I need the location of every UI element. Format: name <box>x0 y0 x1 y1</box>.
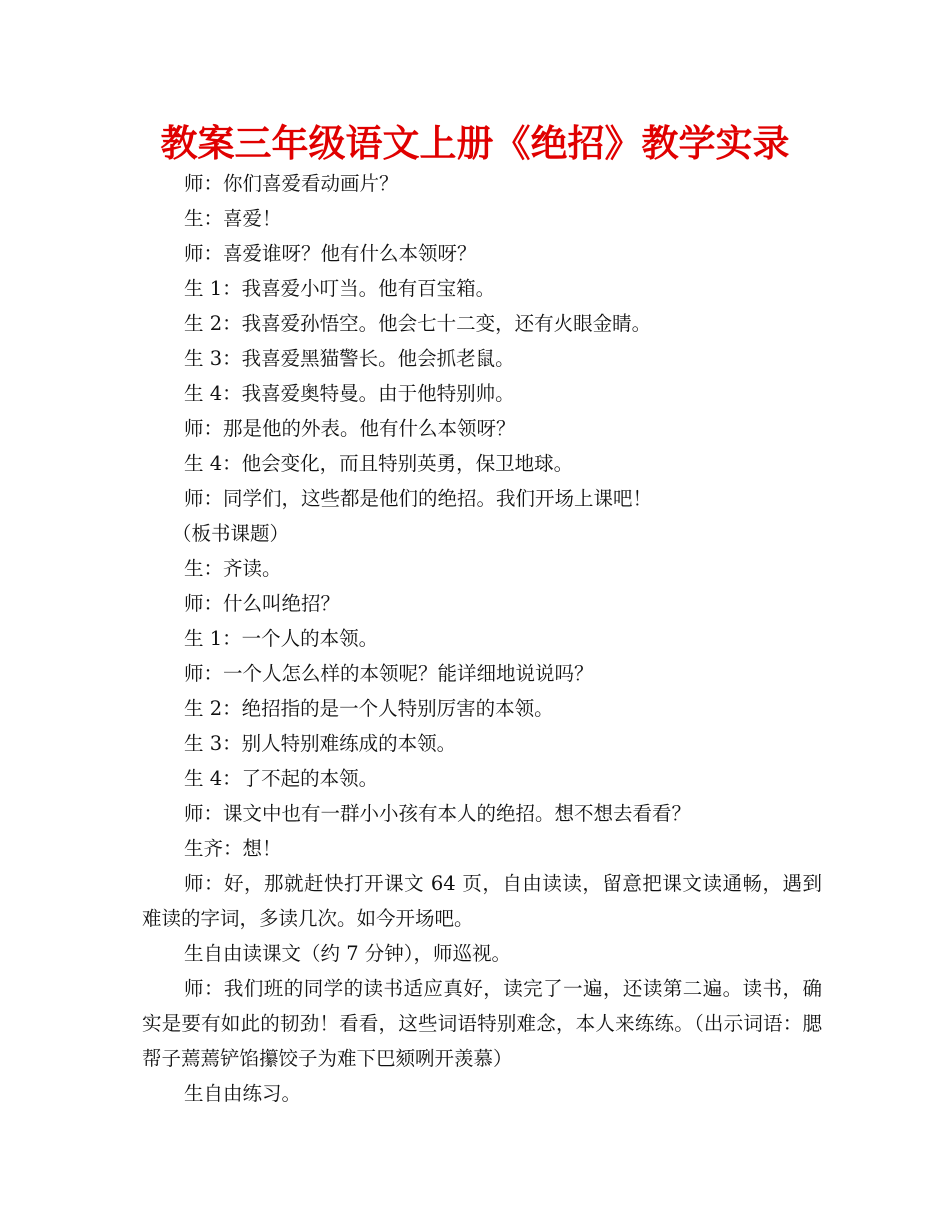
paragraph: 师：喜爱谁呀？他有什么本领呀？ <box>184 242 477 265</box>
paragraph: 师：那是他的外表。他有什么本领呀？ <box>184 417 516 440</box>
paragraph: 生 2：绝招指的是一个人特别厉害的本领。 <box>184 697 554 720</box>
paragraph: 师：什么叫绝招？ <box>184 592 341 615</box>
paragraph: 生 1：一个人的本领。 <box>184 627 379 650</box>
paragraph: 生 3：我喜爱黑猫警长。他会抓老鼠。 <box>184 347 515 370</box>
paragraph: 生：齐读。 <box>184 557 282 580</box>
paragraph: 生 4：他会变化，而且特别英勇，保卫地球。 <box>184 452 574 475</box>
paragraph: （板书课题） <box>172 522 290 545</box>
paragraph: 师：一个人怎么样的本领呢？能详细地说说吗？ <box>184 662 594 685</box>
document-title: 教案三年级语文上册《绝招》教学实录 <box>160 122 790 165</box>
paragraph: 生 2：我喜爱孙悟空。他会七十二变，还有火眼金睛。 <box>184 312 652 335</box>
paragraph: 师：课文中也有一群小小孩有本人的绝招。想不想去看看？ <box>184 802 692 825</box>
document-body <box>142 166 822 1111</box>
paragraph: 生自由练习。 <box>184 1082 302 1105</box>
paragraph: 生：喜爱！ <box>184 207 282 230</box>
paragraph: 生 3：别人特别难练成的本领。 <box>184 732 457 755</box>
paragraph: 生齐：想！ <box>184 837 282 860</box>
paragraph: 生 1：我喜爱小叮当。他有百宝箱。 <box>184 277 496 300</box>
paragraph: 师：好，那就赶快打开课文 64 页，自由读读，留意把课文读通畅，遇到难读的字词，多读几次。如今开场吧。 <box>142 872 822 930</box>
paragraph: 师：你们喜爱看动画片？ <box>184 172 399 195</box>
paragraph: 师：我们班的同学的读书适应真好，读完了一遍，还读第二遍。读书，确实是要有如此的韧劲！看看，这些词语特别难念，本人来练练。（出示词语：腮帮子蔫蔫铲馅攥饺子为难下巴颏咧开羡慕） <box>142 977 822 1070</box>
paragraph: 生自由读课文（约 7 分钟），师巡视。 <box>184 942 512 965</box>
paragraph: 生 4：我喜爱奥特曼。由于他特别帅。 <box>184 382 515 405</box>
paragraph: 师：同学们，这些都是他们的绝招。我们开场上课吧！ <box>184 487 653 510</box>
paragraph: 生 4：了不起的本领。 <box>184 767 379 790</box>
